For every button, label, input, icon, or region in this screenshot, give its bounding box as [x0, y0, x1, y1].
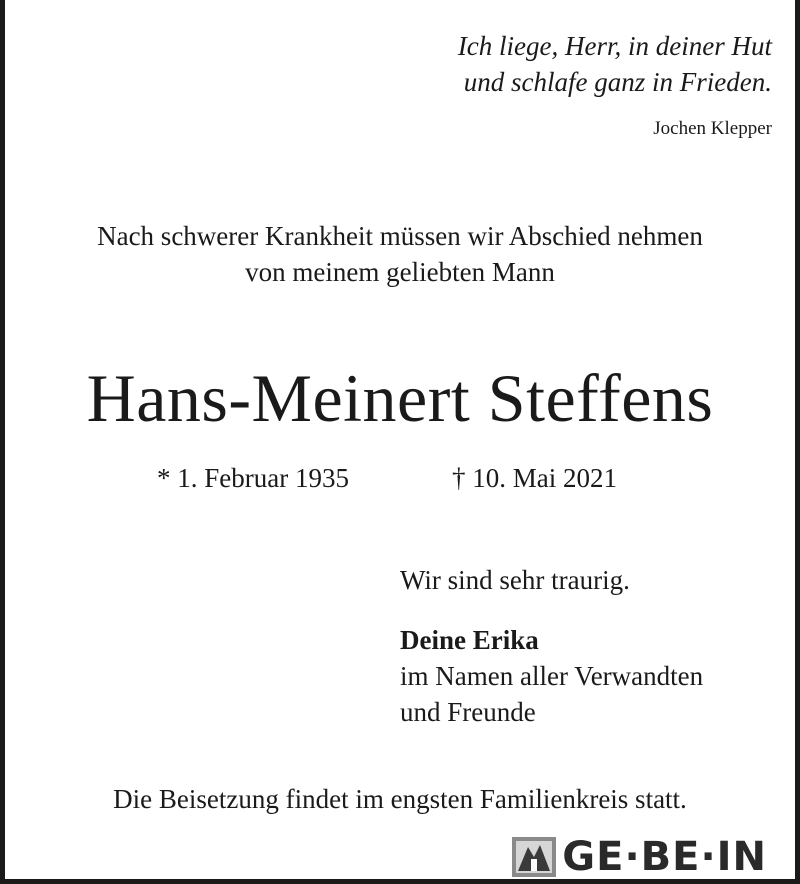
signer-line-1: im Namen aller Verwandten: [400, 661, 704, 691]
sentiment-text: Wir sind sehr traurig.: [400, 565, 630, 595]
signature-block: [400, 562, 703, 730]
motto-line-2: und schlafe ganz in Frieden.: [463, 67, 772, 97]
intro-text: [0, 218, 800, 290]
logo-text: GE·BE·IN: [562, 834, 767, 880]
motto-line-1: Ich liege, Herr, in deiner Hut: [457, 31, 772, 61]
gebein-logo-icon: [512, 837, 556, 877]
death-date: † 10. Mai 2021: [452, 463, 617, 493]
intro-line-1: Nach schwerer Krankheit müssen wir Abschied nehmen: [97, 221, 703, 251]
signer-line-2: und Freunde: [400, 697, 536, 727]
deceased-name: Hans-Meinert Steffens: [86, 360, 714, 436]
birth-date: * 1. Februar 1935: [157, 463, 349, 493]
intro-line-2: von meinem geliebten Mann: [245, 257, 555, 287]
motto-quote: [458, 28, 772, 100]
funeral-notice: Die Beisetzung findet im engsten Familienkreis statt.: [113, 784, 687, 814]
signer-name: Deine Erika: [400, 625, 539, 655]
publisher-logo: [495, 835, 795, 879]
motto-author: Jochen Klepper: [653, 118, 772, 139]
